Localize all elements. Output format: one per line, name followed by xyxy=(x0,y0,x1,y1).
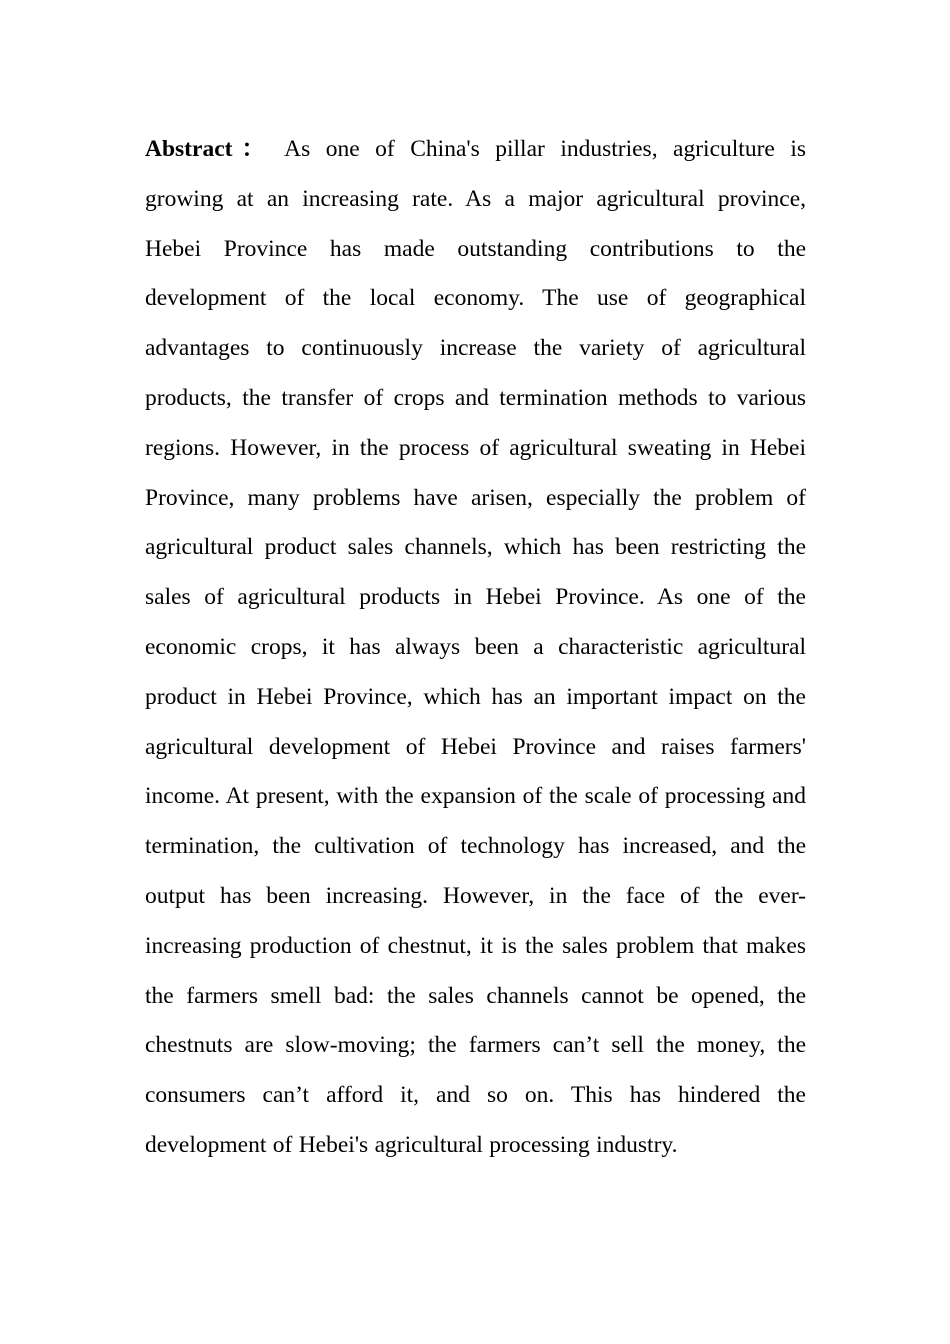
abstract-text: As one of China's pillar industries, agriculture is growing at an increasing rate. As a major agricultural province, Hebei Province has made outstanding contributions to the development of the local economy. The use of geographical advantages to continuously increase the variety of agricultural products, the transfer of crops and termination methods to various regions. However, in the process of agricultural sweating in Hebei Province, many problems have arisen, especially the problem of agricultural product sales channels, which has been restricting the sales of agricultural products in Hebei Province. As one of the economic crops, it has always been a characteristic agricultural product in Hebei Province, which has an important impact on the agricultural development of Hebei Province and raises farmers' income. At present, with the expansion of the scale of processing and termination, the cultivation of technology has increased, and the output has been increasing. However, in the face of the ever-increasing production of chestnut, it is the sales problem that makes the farmers smell bad: the sales channels cannot be opened, the chestnuts are slow-moving; the farmers can’t sell the money, the consumers can’t afford it, and so on. This has hindered the development of Hebei's agricultural processing industry. xyxy=(145,136,806,1158)
abstract-label: Abstract： xyxy=(145,136,275,162)
abstract-paragraph xyxy=(145,125,806,1171)
